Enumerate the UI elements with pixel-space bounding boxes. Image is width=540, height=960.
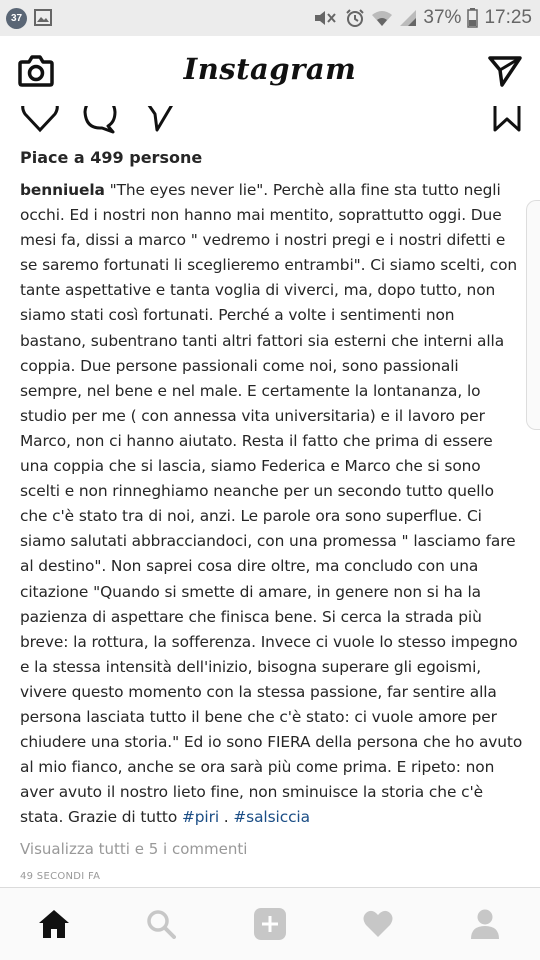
nav-search[interactable] [143,906,179,942]
wifi-icon [371,9,393,27]
bookmark-icon[interactable] [492,106,522,134]
nav-home[interactable] [36,906,72,942]
share-icon[interactable] [142,106,178,134]
activity-heart-icon [362,909,394,939]
gallery-icon [34,9,52,26]
post-actions [0,106,540,136]
signal-icon [399,9,417,27]
nav-profile[interactable] [467,906,503,942]
battery-icon [467,8,478,28]
comment-icon[interactable] [82,106,118,134]
post-caption [20,178,525,830]
nav-activity[interactable] [360,906,396,942]
nav-add-post[interactable] [252,906,288,942]
home-icon [38,909,70,939]
notification-count-badge: 37 [6,8,27,29]
hashtag-salsiccia[interactable]: #salsiccia [233,808,310,827]
like-icon[interactable] [20,106,60,134]
search-icon [146,909,176,939]
bottom-navigation [0,887,540,960]
alarm-icon [345,8,365,28]
hashtag-piri[interactable]: #piri [181,808,219,827]
profile-icon [470,908,500,940]
post-timestamp: 49 SECONDI FA [20,871,101,882]
direct-send-icon[interactable] [488,55,522,87]
mute-icon [313,8,339,28]
view-comments-link[interactable]: Visualizza tutti e 5 i commenti [20,840,248,858]
app-logo: Instagram [183,52,357,86]
caption-text: "The eyes never lie". Perchè alla fine sta tutto negli occhi. Ed i nostri non hanno mai mentito, soprattutto oggi. Due mesi fa, dissi a marco " vedremo i nostri pregi e i nostri difetti e se saremo fortunati li sceglieremo entrambi". Ci siamo scelti, con tante aspettative e tanta voglia di viverci, ma, dopo tutto, non siamo stati così fortunati. Perché a volte i sentimenti non bastano, subentrano tanti altri fattori sia esterni che interni alla coppia. Due persone passionali come noi, sono passionali sempre, nel bene e nel male. E certamente la lontananza, lo studio per me ( con annessa vita universitaria) e il lavoro per Marco, non ci hanno aiutato. Resta il fatto che prima di essere una coppia che si lascia, siamo Federica e Marco che si sono scelti e non rinneghiamo neanche per un secondo tutto quello che c'è stato tra di noi, anzi. Le parole ora sono superflue. Ci siamo salutati abbracciandoci, con una promessa " lasciamo fare al destino". Non saprei cosa dire oltre, ma concludo con una citazione "Quando si smette di amare, in genere non si ha la pazienza di aspettare che finisca bene. Si cerca la strada più breve: la rottura, la sofferenza. Invece ci vuole lo stesso impegno e la stessa intensità dell'inizio, bisogna superare gli egoismi, vivere questo momento con la stessa passione, far sentire alla persona lasciata tutto il bene che c'è stato: ci vuole amore per chiudere una storia." Ed io sono FIERA della persona che ho avuto al mio fianco, anche se ora sarà più come prima. E ripeto: non aver avuto il nostro lieto fine, non sminuisce la storia che c'è stata. Grazie di tutto [20,181,523,827]
top-bar [0,36,540,106]
battery-percent: 37% [423,7,462,28]
status-bar [0,0,540,36]
likes-count[interactable]: Piace a 499 persone [20,148,203,167]
hashtag-separator: . [219,808,234,827]
add-post-icon [253,907,287,941]
caption-username[interactable]: benniuela [20,181,105,199]
scroll-indicator [526,200,540,430]
clock-time: 17:25 [484,7,532,28]
post-content [20,148,525,830]
